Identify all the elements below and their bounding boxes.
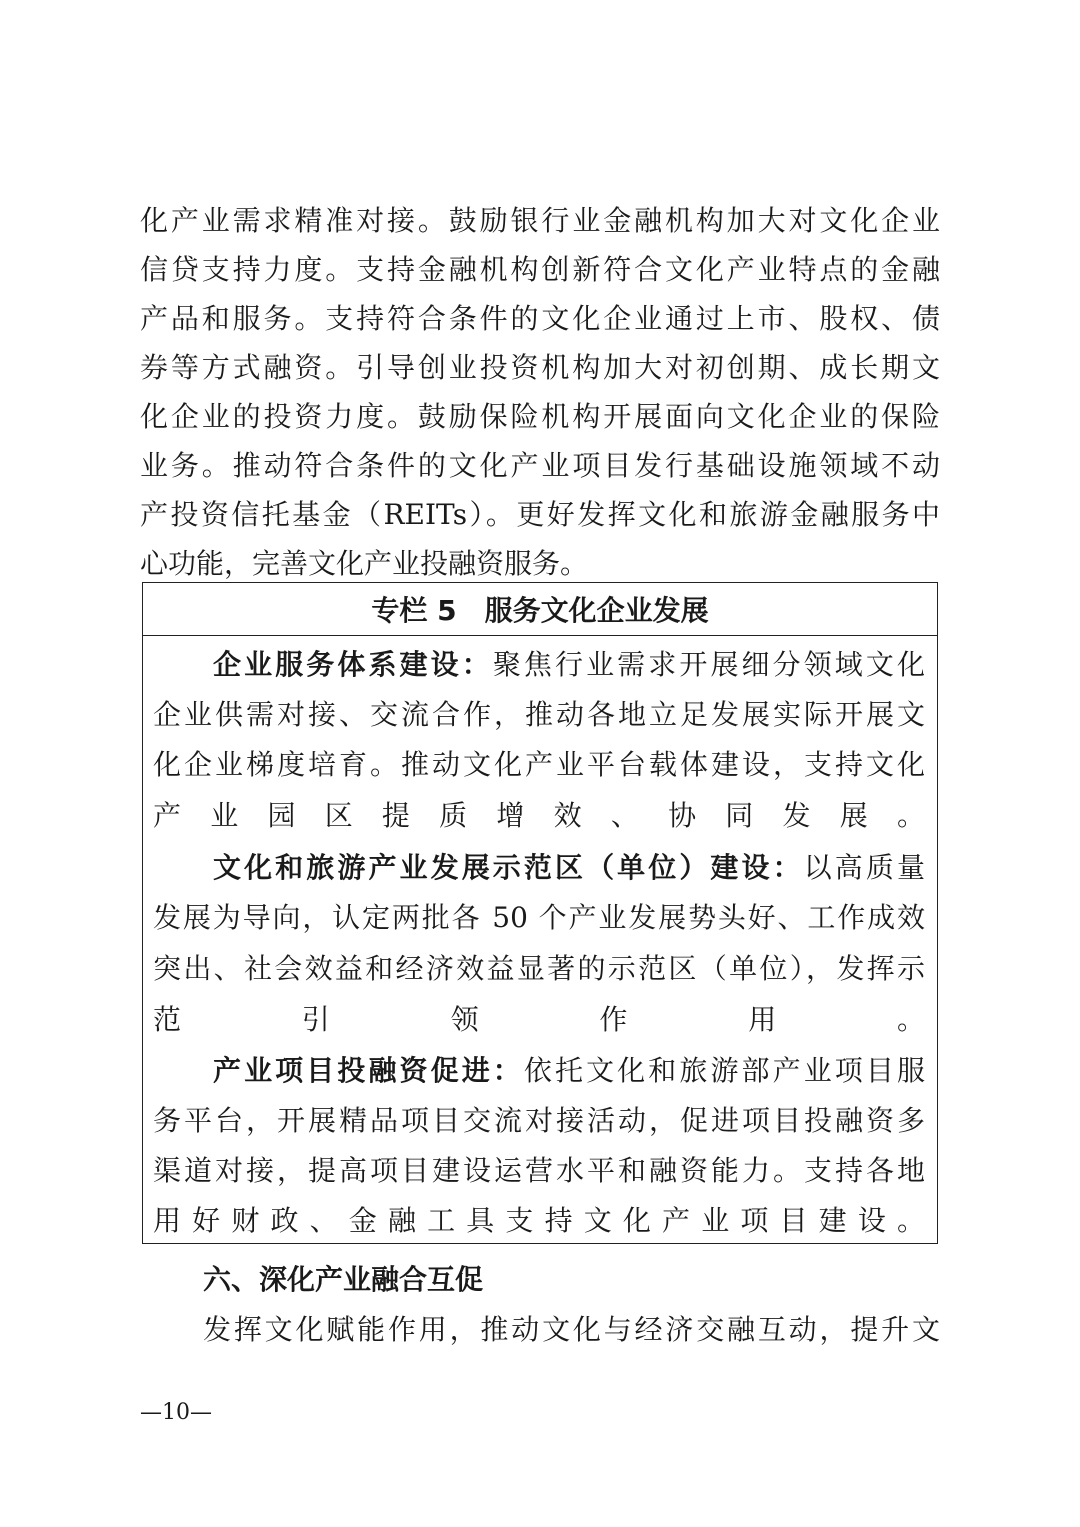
page-number: —10— [140, 1400, 212, 1425]
box-text-line: 渠道对接，提高项目建设运营水平和融资能力。支持各地 [153, 1154, 925, 1187]
column-box-divider [143, 635, 937, 636]
box-text-line: 用好财政、金融工具支持文化产业项目建设。 [153, 1204, 925, 1237]
body-text-line: 产投资信托基金（REITs）。更好发挥文化和旅游金融服务中 [140, 498, 940, 531]
box-text-line: 突出、社会效益和经济效益显著的示范区（单位），发挥示 [153, 952, 925, 985]
box-text-line: 范引领作用。 [153, 1003, 925, 1036]
box-item-first-line [153, 1046, 925, 1096]
box-item-heading: 产业项目投融资促进： [213, 1054, 524, 1087]
box-item-heading: 企业服务体系建设： [213, 648, 493, 681]
body-text-line: 业务。推动符合条件的文化产业项目发行基础设施领域不动 [140, 449, 940, 482]
box-item-first-line [153, 640, 925, 690]
body-text-line: 信贷支持力度。支持金融机构创新符合文化产业特点的金融 [140, 253, 940, 286]
box-item-text: 依托文化和旅游部产业项目服 [523, 1054, 925, 1087]
box-item-text: 聚焦行业需求开展细分领域文化 [492, 648, 925, 681]
box-item-first-line [153, 843, 925, 893]
body-text-line: 化产业需求精准对接。鼓励银行业金融机构加大对文化企业 [140, 204, 940, 237]
body-text-line: 化企业的投资力度。鼓励保险机构开展面向文化企业的保险 [140, 400, 940, 433]
box-text-line: 务平台，开展精品项目交流对接活动，促进项目投融资多 [153, 1104, 925, 1137]
box-text-line: 化企业梯度培育。推动文化产业平台载体建设，支持文化 [153, 748, 925, 781]
body-text-line: 产品和服务。支持符合条件的文化企业通过上市、股权、债 [140, 302, 940, 335]
section-heading: 六、深化产业融合互促 [203, 1263, 484, 1296]
box-text-line: 发展为导向，认定两批各 50 个产业发展势头好、工作成效 [153, 901, 925, 934]
box-text-line: 企业供需对接、交流合作，推动各地立足发展实际开展文 [153, 698, 925, 731]
body-text-line: 心功能，完善文化产业投融资服务。 [140, 547, 589, 580]
box-text-line: 产业园区提质增效、协同发展。 [153, 799, 925, 832]
column-box-title: 专栏 5 服务文化企业发展 [371, 594, 709, 627]
box-item-heading: 文化和旅游产业发展示范区（单位）建设： [213, 851, 804, 884]
box-item-text: 以高质量 [803, 851, 925, 884]
body-text-line: 券等方式融资。引导创业投资机构加大对初创期、成长期文 [140, 351, 940, 384]
body-text-line: 发挥文化赋能作用，推动文化与经济交融互动，提升文 [203, 1313, 940, 1346]
